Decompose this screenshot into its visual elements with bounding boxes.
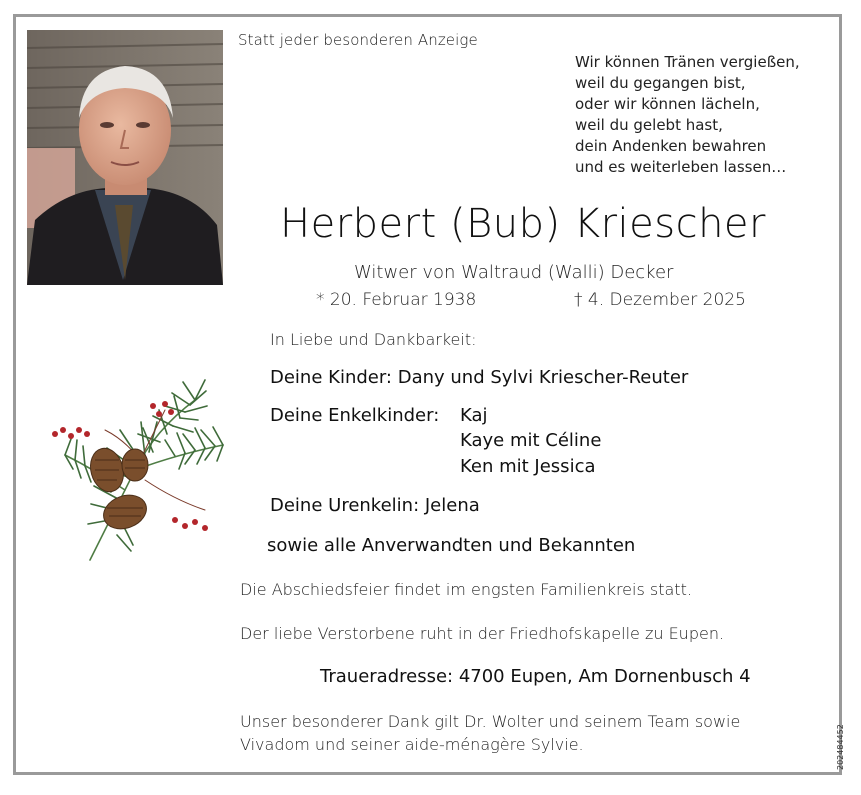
poem <box>575 52 800 178</box>
intro-line: In Liebe und Dankbarkeit: <box>270 330 477 349</box>
poem-line: weil du gegangen bist, <box>575 74 746 92</box>
pine-branch-icon <box>45 360 230 565</box>
poem-line: und es weiterleben lassen… <box>575 158 787 176</box>
birth-date: * 20. Februar 1938 <box>316 290 477 310</box>
portrait-photo <box>27 30 223 285</box>
header-text: Statt jeder besonderen Anzeige <box>238 31 478 49</box>
poem-line: weil du gelebt hast, <box>575 116 723 134</box>
great-grandchild-line: Deine Urenkelin: Jelena <box>270 495 480 516</box>
grandchildren-label: Deine Enkelkinder: <box>270 405 440 426</box>
resting-line: Der liebe Verstorbene ruht in der Friedhofskapelle zu Eupen. <box>240 624 725 643</box>
farewell-line: Die Abschiedsfeier findet im engsten Familienkreis statt. <box>240 580 692 599</box>
reference-code: 202484452 <box>836 724 845 770</box>
grandchild-name: Ken mit Jessica <box>460 456 596 477</box>
deceased-name: Herbert (Bub) Kriescher <box>280 201 766 247</box>
children-line: Deine Kinder: Dany und Sylvi Kriescher-Reuter <box>270 367 689 388</box>
grandchild-name: Kaj <box>460 405 488 426</box>
widower-line: Witwer von Waltraud (Walli) Decker <box>354 262 674 283</box>
address-line: Traueradresse: 4700 Eupen, Am Dornenbusch 4 <box>320 666 751 687</box>
poem-line: Wir können Tränen vergießen, <box>575 53 800 71</box>
thanks-line: Unser besonderer Dank gilt Dr. Wolter und seinem Team sowie <box>240 712 741 731</box>
poem-line: dein Andenken bewahren <box>575 137 767 155</box>
thanks-line: Vivadom und seiner aide-ménagère Sylvie. <box>240 735 584 754</box>
grandchild-name: Kaye mit Céline <box>460 430 602 451</box>
death-date: † 4. Dezember 2025 <box>574 290 746 310</box>
relatives-line: sowie alle Anverwandten und Bekannten <box>267 535 636 556</box>
poem-line: oder wir können lächeln, <box>575 95 760 113</box>
